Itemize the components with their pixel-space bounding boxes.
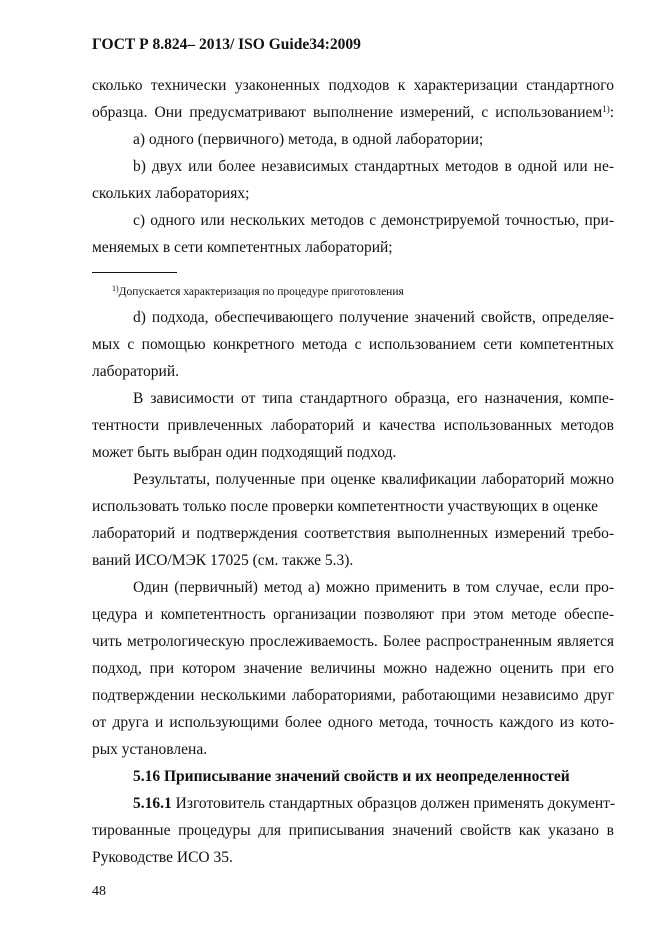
clause-line: [133, 794, 614, 814]
paragraph-line: может быть выбран один подходящий подход.: [92, 444, 397, 461]
clause-number: 5.16.1: [133, 795, 172, 812]
body-line: [92, 103, 614, 123]
list-item-b: b) двух или более независимых стандартных методов в одной или не-: [133, 158, 614, 175]
clause-line: тированные процедуры для приписывания значений свойств как указано в: [92, 822, 614, 839]
document-header: ГОСТ Р 8.824– 2013/ ISO Guide34:2009: [92, 36, 361, 53]
paragraph-line: подтверждении несколькими лабораториями, работающими независимо друг: [92, 687, 614, 704]
list-item-a: a) одного (первичного) метода, в одной лаборатории;: [133, 131, 484, 148]
paragraph-line: использовать только после проверки компетентности участвующих в оценке: [92, 498, 598, 515]
list-item-b-cont: скольких лабораториях;: [92, 185, 250, 202]
paragraph-line: тентности привлеченных лабораторий и качества использованных методов: [92, 417, 614, 434]
footnote-text: Допускается характеризация по процедуре приготовления: [118, 286, 404, 298]
list-item-c-cont: меняемых в сети компетентных лабораторий;: [92, 239, 393, 256]
paragraph-line: лабораторий и подтверждения соответствия выполненных измерений требо-: [92, 525, 614, 542]
body-text: :: [609, 104, 614, 121]
footnote-marker: 1): [112, 284, 119, 293]
footnote-reference: 1): [602, 104, 610, 114]
footnote: [112, 285, 404, 299]
list-item-d-cont: лабораторий.: [92, 363, 180, 380]
paragraph-line: от друга и использующими более одного метода, точность каждого из кото-: [92, 714, 614, 731]
clause-line: Руководстве ИСО 35.: [92, 849, 233, 866]
paragraph-line: Результаты, полученные при оценке квалификации лабораторий можно: [133, 471, 614, 488]
paragraph-line: Один (первичный) метод a) можно применить в том случае, если про-: [133, 579, 614, 596]
clause-text: Изготовитель стандартных образцов должен применять документ-: [171, 795, 616, 812]
footnote-separator: [92, 272, 177, 273]
list-item-d: d) подхода, обеспечивающего получение значений свойств, определяе-: [133, 309, 614, 326]
paragraph-line: цедура и компетентность организации позволяют при этом методе обеспе-: [92, 606, 614, 623]
body-line: сколько технически узаконенных подходов к характеризации стандартного: [92, 77, 614, 94]
list-item-c: c) одного или нескольких методов с демонстрируемой точностью, при-: [133, 212, 614, 229]
section-heading: 5.16 Приписывание значений свойств и их неопределенностей: [133, 768, 570, 785]
paragraph-line: подход, при котором значение величины можно надежно оценить при его: [92, 660, 614, 677]
body-text: образца. Они предусматривают выполнение измерений, с использованием: [92, 104, 603, 121]
paragraph-line: В зависимости от типа стандартного образца, его назначения, компе-: [133, 390, 614, 407]
list-item-d-cont: мых с помощью конкретного метода с использованием сети компетентных: [92, 336, 614, 353]
page-number: 48: [92, 884, 106, 899]
paragraph-line: рых установлена.: [92, 741, 208, 758]
paragraph-line: чить метрологическую прослеживаемость. Более распространенным является: [92, 633, 614, 650]
paragraph-line: ваний ИСО/МЭК 17025 (см. также 5.3).: [92, 552, 354, 569]
